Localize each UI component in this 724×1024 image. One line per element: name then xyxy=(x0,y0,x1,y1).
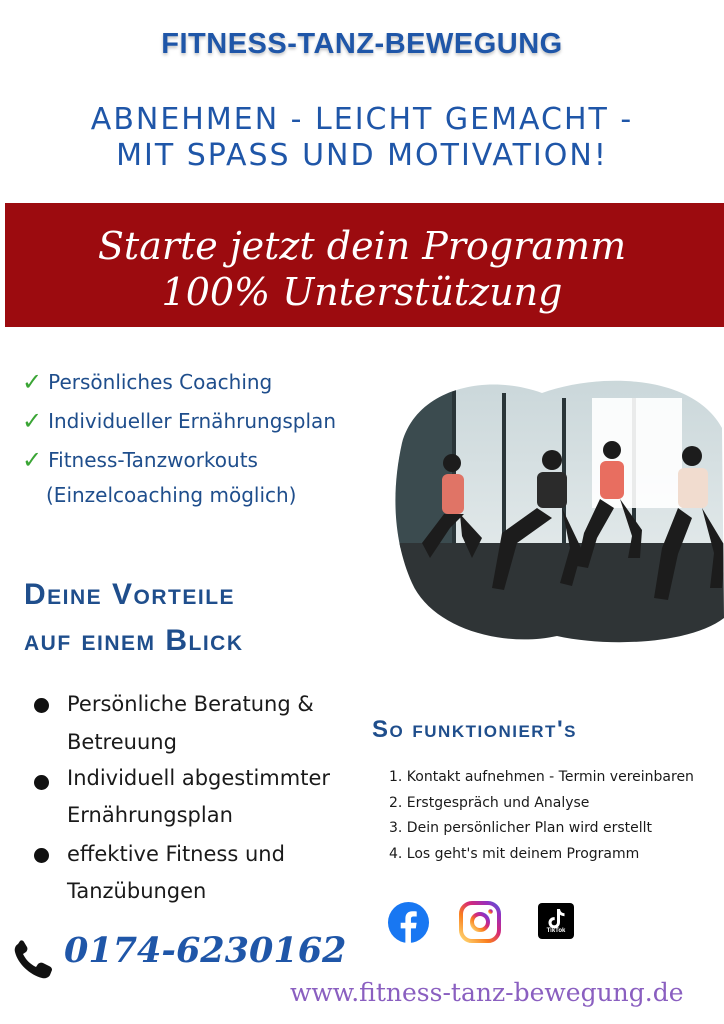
banner-line-2: 100% Unterstützung xyxy=(161,270,563,314)
banner-line-1: Starte jetzt dein Programm xyxy=(97,224,627,268)
step-item: 3. Dein persönlicher Plan wird erstellt xyxy=(389,820,653,836)
checklist-note: (Einzelcoaching möglich) xyxy=(46,483,297,507)
bullet-icon xyxy=(34,775,49,790)
check-icon: ✓ xyxy=(22,407,43,435)
step-item: 2. Erstgespräch und Analyse xyxy=(389,795,590,811)
phone-icon xyxy=(12,940,56,980)
checklist-item-label: Fitness-Tanzworkouts xyxy=(48,448,258,472)
checklist-item-label: Individueller Ernährungsplan xyxy=(48,409,336,433)
benefit-item-line: effektive Fitness und xyxy=(67,842,285,866)
checklist-item xyxy=(22,406,336,436)
subtitle-line-2: MIT SPASS UND MOTIVATION! xyxy=(116,138,608,173)
checklist-item xyxy=(22,367,272,397)
checklist-item xyxy=(22,445,258,475)
checklist-item-label: Persönliches Coaching xyxy=(48,370,273,394)
benefits-heading-line-2: auf einem Blick xyxy=(24,624,244,657)
step-item: 1. Kontakt aufnehmen - Termin vereinbaren xyxy=(389,769,694,785)
benefit-item-line: Persönliche Beratung & xyxy=(67,692,314,716)
benefit-item-line: Ernährungsplan xyxy=(67,803,233,827)
check-icon: ✓ xyxy=(22,446,43,474)
bullet-icon xyxy=(34,698,49,713)
benefits-heading-line-1: Deine Vorteile xyxy=(24,578,236,611)
dance-class-photo xyxy=(392,368,724,648)
how-it-works-heading: So funktioniert's xyxy=(372,716,577,743)
benefit-item-line: Betreuung xyxy=(67,730,177,754)
instagram-icon[interactable] xyxy=(459,901,501,943)
check-icon: ✓ xyxy=(22,368,43,396)
benefit-item-line: Individuell abgestimmter xyxy=(67,766,330,790)
benefit-item-line: Tanzübungen xyxy=(67,879,207,903)
bullet-icon xyxy=(34,848,49,863)
brand-title: FITNESS-TANZ-BEWEGUNG xyxy=(161,28,563,60)
phone-number[interactable]: 0174-6230162 xyxy=(64,930,347,971)
tiktok-label: TikTok xyxy=(546,928,566,934)
tiktok-icon[interactable] xyxy=(538,903,574,939)
facebook-icon[interactable] xyxy=(387,901,430,944)
step-item: 4. Los geht's mit deinem Programm xyxy=(389,846,640,862)
website-link[interactable]: www.fitness-tanz-bewegung.de xyxy=(290,978,684,1007)
subtitle-line-1: ABNEHMEN - LEICHT GEMACHT - xyxy=(90,102,634,137)
